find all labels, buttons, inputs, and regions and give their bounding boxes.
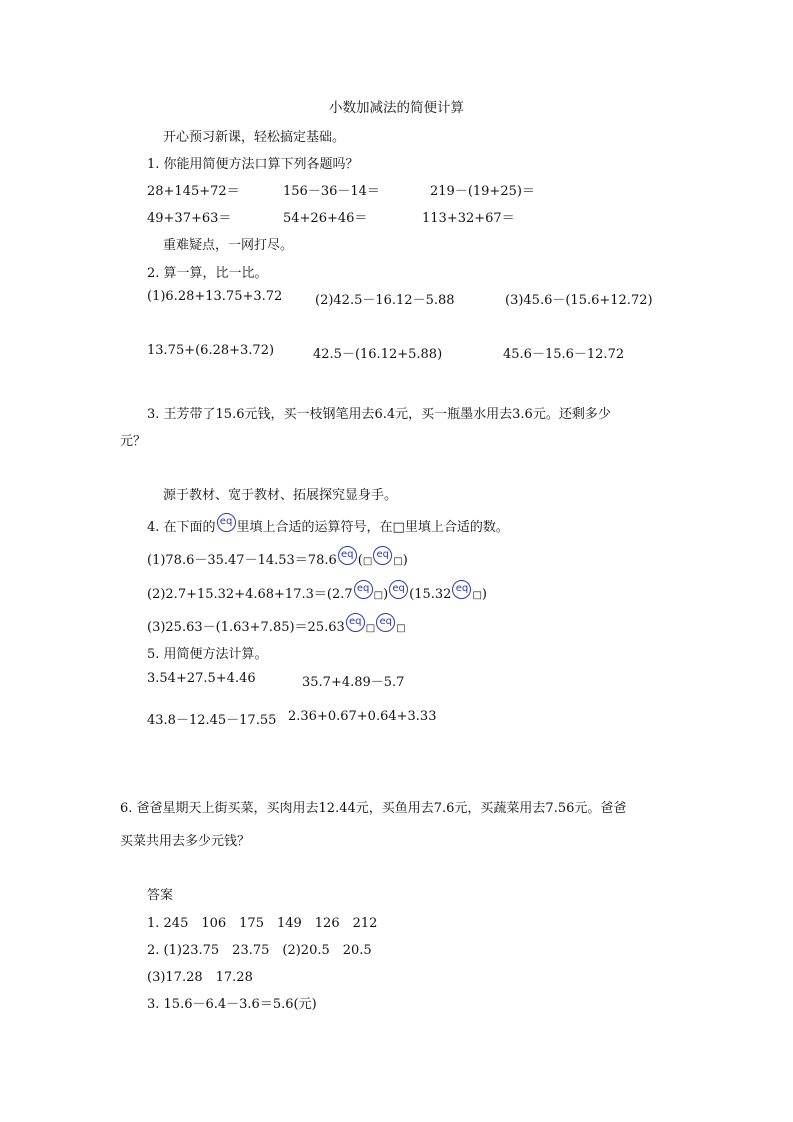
q4-prompt-part-a: 4. 在下面的 (147, 520, 216, 535)
circle-blank-icon: eq (217, 513, 236, 532)
circle-blank-icon[interactable]: eq (354, 580, 373, 599)
q4-p3-text-a: (3)25.63－(1.63+7.85)＝25.63 (147, 620, 345, 635)
answers-heading: 答案 (147, 888, 174, 903)
circle-blank-icon[interactable]: eq (376, 613, 395, 632)
square-blank[interactable]: □ (393, 556, 403, 567)
q4-p1-text-a: (1)78.6－35.47－14.53＝78.6 (147, 553, 337, 568)
section-header-preview: 开心预习新课，轻松搞定基础。 (163, 130, 346, 145)
answer-2: 2. (1)23.75 23.75 (2)20.5 20.5 (147, 943, 372, 958)
question-6-line-2: 买菜共用去多少元钱？ (120, 834, 251, 849)
question-6-line-1: 6. 爸爸星期天上街买菜，买肉用去12.44元，买鱼用去7.6元，买蔬菜用去7.56元。爸爸 (120, 801, 627, 816)
q1-expr-6: 113+32+67＝ (422, 211, 515, 226)
question-3-line-2: 元？ (120, 434, 147, 449)
q1-expr-5: 54+26+46＝ (283, 211, 368, 226)
answer-3: 3. 15.6－6.4－3.6＝5.6(元) (147, 997, 317, 1012)
circle-blank-icon[interactable]: eq (389, 580, 408, 599)
section-header-extension: 源于教材、宽于教材、拓展探究显身手。 (163, 488, 398, 503)
q1-expr-4: 49+37+63＝ (147, 211, 232, 226)
q5-expr-2: 35.7+4.89－5.7 (302, 675, 405, 690)
answer-2-part-3: (3)17.28 17.28 (147, 970, 253, 985)
q1-expr-1: 28+145+72＝ (147, 184, 240, 199)
page-title: 小数加减法的简便计算 (329, 100, 464, 116)
q4-p2-text-b: ) (383, 587, 389, 602)
circle-blank-icon[interactable]: eq (338, 546, 357, 565)
q2-expr-6: 45.6－15.6－12.72 (503, 347, 625, 362)
answer-1: 1. 245 106 175 149 126 212 (147, 916, 378, 931)
q4-p1-text-c: ) (402, 553, 408, 568)
question-2-prompt: 2. 算一算，比一比。 (147, 266, 268, 281)
q2-expr-3: (3)45.6－(15.6+12.72) (505, 293, 653, 308)
q2-expr-1: (1)6.28+13.75+3.72 (147, 289, 283, 304)
section-header-difficulty: 重难疑点，一网打尽。 (163, 238, 294, 253)
q4-problem-3 (147, 616, 406, 637)
q2-expr-2: (2)42.5－16.12－5.88 (315, 293, 455, 308)
circle-blank-icon[interactable]: eq (346, 613, 365, 632)
square-blank[interactable]: □ (472, 590, 482, 601)
square-blank[interactable]: □ (396, 623, 406, 634)
question-1-prompt: 1. 你能用简便方法口算下列各题吗？ (147, 157, 359, 172)
q5-expr-4: 2.36+0.67+0.64+3.33 (288, 709, 437, 724)
q4-p1-text-b: ( (357, 553, 363, 568)
q5-expr-3: 43.8－12.45－17.55 (147, 713, 277, 728)
q5-expr-1: 3.54+27.5+4.46 (147, 671, 256, 686)
square-blank[interactable]: □ (373, 590, 384, 601)
q4-problem-2 (147, 583, 487, 604)
q4-prompt-part-b: 里填上合适的运算符号，在□里填上合适的数。 (236, 520, 509, 535)
circle-blank-icon[interactable]: eq (373, 546, 392, 565)
square-blank[interactable]: □ (362, 556, 373, 567)
question-4-prompt (147, 516, 509, 537)
q4-p2-text-d: ) (481, 587, 487, 602)
question-5-prompt: 5. 用简便方法计算。 (147, 647, 268, 662)
q2-expr-4: 13.75+(6.28+3.72) (147, 343, 275, 358)
q1-expr-2: 156－36－14＝ (283, 184, 380, 199)
q4-p2-text-c: (15.32 (409, 587, 452, 602)
circle-blank-icon[interactable]: eq (452, 580, 471, 599)
square-blank[interactable]: □ (365, 623, 376, 634)
q2-expr-5: 42.5－(16.12+5.88) (313, 347, 443, 362)
question-3-line-1: 3. 王芳带了15.6元钱，买一枝钢笔用去6.4元，买一瓶墨水用去3.6元。还剩多少 (147, 407, 611, 422)
q4-p2-text-a: (2)2.7+15.32+4.68+17.3＝(2.7 (147, 587, 353, 602)
q1-expr-3: 219－(19+25)＝ (430, 184, 535, 199)
q4-problem-1 (147, 549, 408, 570)
